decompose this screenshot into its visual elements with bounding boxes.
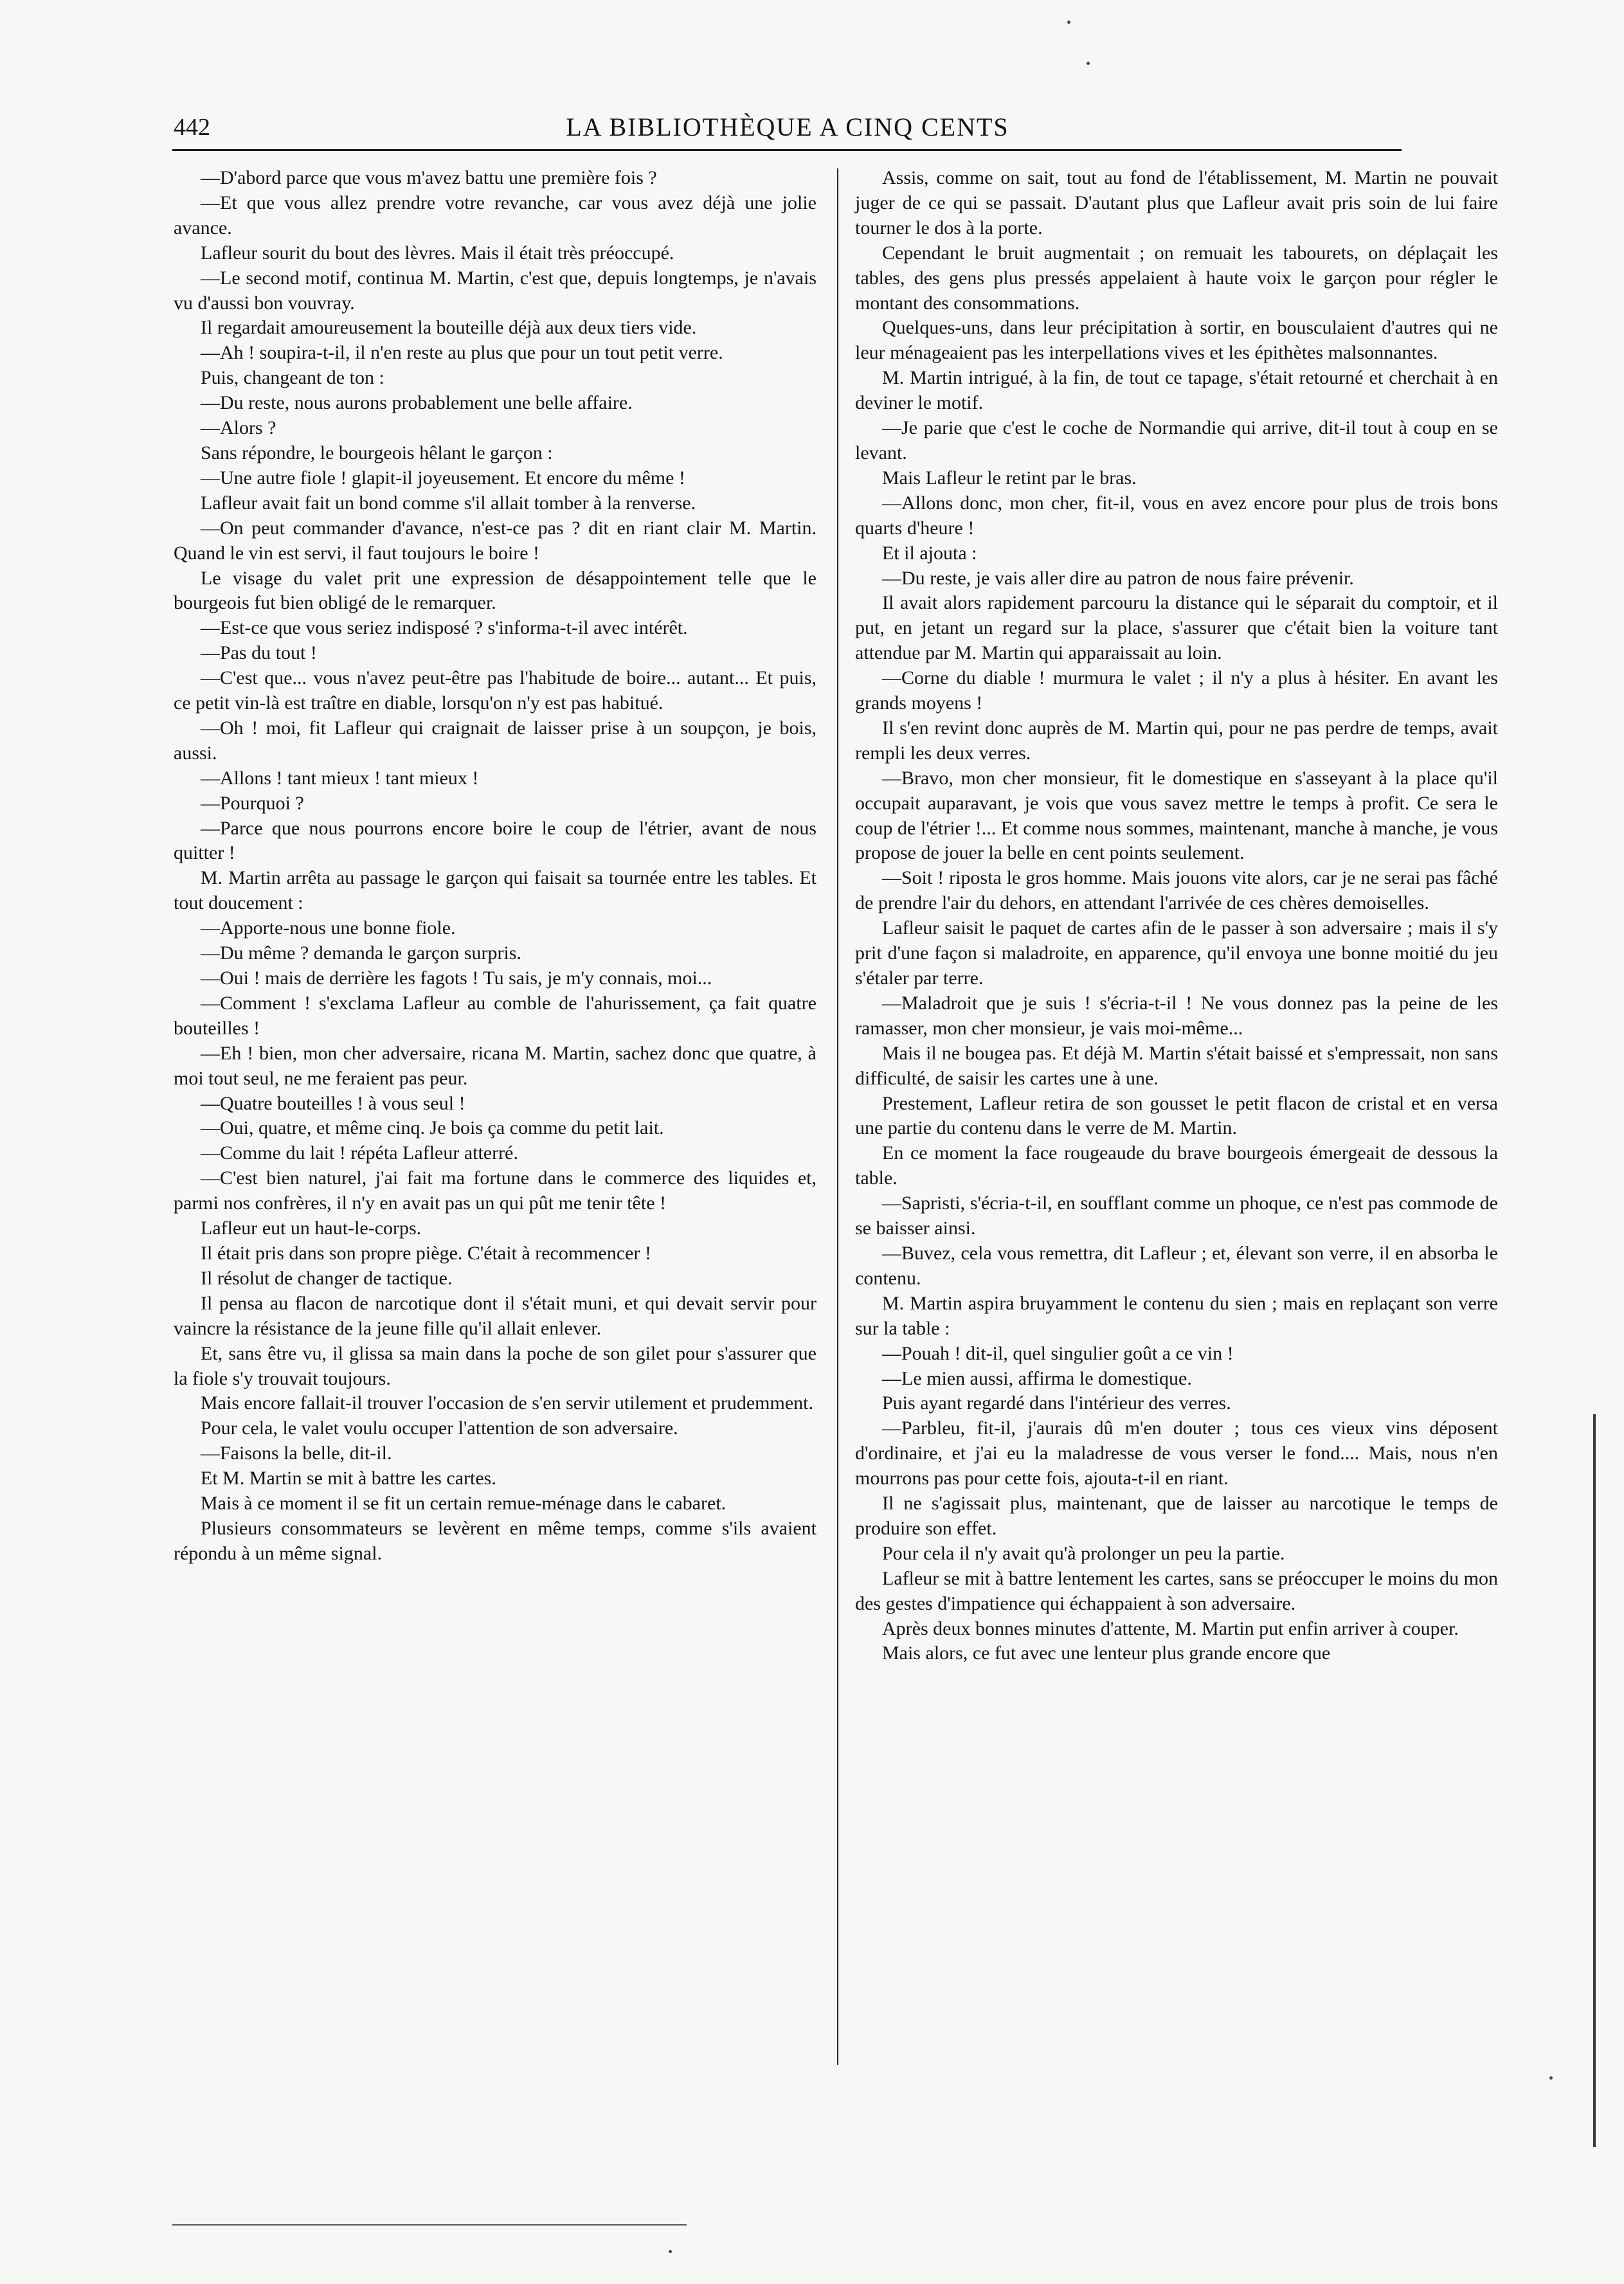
- paragraph: Il ne s'agissait plus, maintenant, que de laisser au narcotique le temps de produire son effet.: [855, 1493, 1498, 1539]
- paragraph: —C'est que... vous n'avez peut-être pas l'habitude de boire... autant... Et puis, ce petit vin-là est traître en diable, lorsqu'on n'y est pas habitué.: [174, 667, 817, 714]
- margin-rule: [1593, 1414, 1596, 2147]
- paragraph: Il s'en revint donc auprès de M. Martin qui, pour ne pas perdre de temps, avait rempli les deux verres.: [855, 717, 1498, 764]
- paragraph: Lafleur eut un haut-le-corps.: [201, 1218, 422, 1239]
- paragraph: Il regardait amoureusement la bouteille déjà aux deux tiers vide.: [201, 317, 697, 339]
- paragraph: —Du reste, nous aurons probablement une belle affaire.: [201, 392, 633, 414]
- paragraph: —Maladroit que je suis ! s'écria-t-il ! Ne vous donnez pas la peine de les ramasser, mon cher monsieur, je vais moi-même...: [855, 992, 1498, 1039]
- running-title: LA BIBLIOTHÈQUE A CINQ CENTS: [566, 112, 1009, 141]
- paragraph: Mais il ne bougea pas. Et déjà M. Martin s'était baissé et s'empressait, non sans difficulté, de saisir les cartes une à une.: [855, 1042, 1498, 1089]
- paragraph: En ce moment la face rougeaude du brave bourgeois émergeait de dessous la table.: [855, 1142, 1498, 1189]
- paragraph: Et M. Martin se mit à battre les cartes.: [201, 1468, 496, 1489]
- paragraph: Mais alors, ce fut avec une lenteur plus grande encore que: [882, 1642, 1331, 1664]
- paragraph: Plusieurs consommateurs se levèrent en même temps, comme s'ils avaient répondu à un même signal.: [174, 1517, 817, 1564]
- paragraph: Après deux bonnes minutes d'attente, M. Martin put enfin arriver à couper.: [882, 1617, 1459, 1639]
- paragraph: —Pouah ! dit-il, quel singulier goût a ce vin !: [882, 1342, 1234, 1364]
- paragraph: Puis, changeant de ton :: [201, 367, 384, 389]
- paragraph: —Sapristi, s'écria-t-il, en soufflant comme un phoque, ce n'est pas commode de se baisser ainsi.: [855, 1192, 1498, 1239]
- paragraph: —Oui ! mais de derrière les fagots ! Tu sais, je m'y connais, moi...: [201, 967, 712, 989]
- paragraph: —Et que vous allez prendre votre revanche, car vous avez déjà une jolie avance.: [174, 192, 817, 238]
- paragraph: Pour cela, le valet voulu occuper l'attention de son adversaire.: [201, 1417, 678, 1439]
- paragraph: Quelques-uns, dans leur précipitation à sortir, en bousculaient d'autres qui ne leur ménageaient pas les interpellations vives et les épithètes malsonnantes.: [855, 317, 1498, 364]
- paragraph: Lafleur saisit le paquet de cartes afin de le passer à son adversaire ; mais il s'y prit d'une façon si maladroite, en apparence, qu'il envoya une bonne moitié du jeu s'étaler par terre.: [855, 917, 1498, 989]
- paragraph: Lafleur se mit à battre lentement les cartes, sans se préoccuper le moins du mon des gestes d'impatience qui échappaient à son adversaire.: [855, 1567, 1498, 1614]
- header-rule: [172, 149, 1402, 151]
- page-header: [174, 109, 1402, 148]
- paragraph: —Apporte-nous une bonne fiole.: [201, 917, 456, 939]
- paragraph: —Une autre fiole ! glapit-il joyeusement. Et encore du même !: [201, 467, 685, 489]
- print-speck: [1087, 62, 1090, 65]
- paragraph: —Pourquoi ?: [201, 792, 304, 814]
- print-speck: [1067, 21, 1070, 24]
- page-number: 442: [174, 114, 210, 141]
- paragraph: —Soit ! riposta le gros homme. Mais jouons vite alors, car je ne serai pas fâché de prendre l'air du dehors, en attendant l'arrivée de ces chères demoiselles.: [855, 867, 1498, 914]
- paragraph: —Allons donc, mon cher, fit-il, vous en avez encore pour plus de trois bons quarts d'heure !: [855, 492, 1498, 539]
- paragraph: Il pensa au flacon de narcotique dont il s'était muni, et qui devait servir pour vaincre la résistance de la jeune fille qu'il allait enlever.: [174, 1292, 817, 1339]
- paragraph: Puis ayant regardé dans l'intérieur des verres.: [882, 1392, 1231, 1414]
- paragraph: —Du reste, je vais aller dire au patron de nous faire prévenir.: [882, 567, 1354, 589]
- paragraph: —Le second motif, continua M. Martin, c'est que, depuis longtemps, je n'avais vu d'aussi bon vouvray.: [174, 267, 817, 314]
- paragraph: Le visage du valet prit une expression de désappointement telle que le bourgeois fut bien obligé de le remarquer.: [174, 567, 817, 614]
- paragraph: Lafleur sourit du bout des lèvres. Mais il était très préoccupé.: [201, 242, 674, 264]
- paragraph: —On peut commander d'avance, n'est-ce pas ? dit en riant clair M. Martin. Quand le vin est servi, il faut toujours le boire !: [174, 517, 817, 564]
- paragraph: —D'abord parce que vous m'avez battu une première fois ?: [201, 167, 657, 188]
- paragraph: —Parce que nous pourrons encore boire le coup de l'étrier, avant de nous quitter !: [174, 817, 817, 864]
- print-speck: [669, 2250, 672, 2253]
- paragraph: M. Martin intrigué, à la fin, de tout ce tapage, s'était retourné et cherchait à en deviner le motif.: [855, 367, 1498, 414]
- paragraph: —Comment ! s'exclama Lafleur au comble de l'ahurissement, ça fait quatre bouteilles !: [174, 992, 817, 1039]
- bottom-rule: [172, 2224, 687, 2226]
- paragraph: —Je parie que c'est le coche de Normandie qui arrive, dit-il tout à coup en se levant.: [855, 417, 1498, 463]
- paragraph: —Bravo, mon cher monsieur, fit le domestique en s'asseyant à la place qu'il occupait auparavant, je vois que vous savez mettre le temps à profit. Ce sera le coup de l'étrier !... Et comme nous sommes, maintenant, manche à manche, je vous propose de jouer la belle en cent points seulement.: [855, 767, 1498, 864]
- paragraph: Sans répondre, le bourgeois hêlant le garçon :: [201, 442, 553, 463]
- paragraph: —Corne du diable ! murmura le valet ; il n'y a plus à hésiter. En avant les grands moyens !: [855, 667, 1498, 714]
- paragraph: M. Martin arrêta au passage le garçon qui faisait sa tournée entre les tables. Et tout doucement :: [174, 867, 817, 914]
- paragraph: —Faisons la belle, dit-il.: [201, 1443, 392, 1464]
- left-column: [174, 166, 817, 1567]
- paragraph: —Buvez, cela vous remettra, dit Lafleur ; et, élevant son verre, il en absorba le contenu.: [855, 1242, 1498, 1289]
- paragraph: Et il ajouta :: [882, 542, 977, 564]
- paragraph: —C'est bien naturel, j'ai fait ma fortune dans le commerce des liquides et, parmi nos confrères, il n'y en avait pas un qui pût me tenir tête !: [174, 1167, 817, 1214]
- paragraph: —Parbleu, fit-il, j'aurais dû m'en douter ; tous ces vieux vins déposent d'ordinaire, et j'ai eu la maladresse de vous verser le fond.... Mais, nous n'en mourrons pas pour cette fois, ajouta-t-il en riant.: [855, 1417, 1498, 1489]
- paragraph: —Quatre bouteilles ! à vous seul !: [201, 1092, 465, 1114]
- paragraph: —Eh ! bien, mon cher adversaire, ricana M. Martin, sachez donc que quatre, à moi tout seul, ne me feraient pas peur.: [174, 1042, 817, 1089]
- paragraph: —Pas du tout !: [201, 642, 317, 664]
- paragraph: Il résolut de changer de tactique.: [201, 1267, 453, 1289]
- paragraph: Il avait alors rapidement parcouru la distance qui le séparait du comptoir, et il put, en jetant un regard sur la place, s'assurer que c'était bien la voiture tant attendue par M. Martin qui apparaissait au loin.: [855, 592, 1498, 664]
- paragraph: Prestement, Lafleur retira de son gousset le petit flacon de cristal et en versa une partie du contenu dans le verre de M. Martin.: [855, 1092, 1498, 1139]
- paragraph: Mais encore fallait-il trouver l'occasion de s'en servir utilement et prudemment.: [201, 1392, 813, 1414]
- paragraph: —Ah ! soupira-t-il, il n'en reste au plus que pour un tout petit verre.: [201, 342, 723, 364]
- paragraph: Il était pris dans son propre piège. C'était à recommencer !: [201, 1242, 651, 1264]
- paragraph: Cependant le bruit augmentait ; on remuait les tabourets, on déplaçait les tables, des gens plus pressés appelaient à haute voix le garçon pour régler le montant des consommations.: [855, 242, 1498, 314]
- paragraph: Mais à ce moment il se fit un certain remue-ménage dans le cabaret.: [201, 1493, 726, 1515]
- paragraph: —Comme du lait ! répéta Lafleur atterré.: [201, 1142, 518, 1164]
- paragraph: —Oh ! moi, fit Lafleur qui craignait de laisser prise à un soupçon, je bois, aussi.: [174, 717, 817, 764]
- paragraph: —Le mien aussi, affirma le domestique.: [882, 1367, 1192, 1389]
- paragraph: M. Martin aspira bruyamment le contenu du sien ; mais en replaçant son verre sur la table :: [855, 1292, 1498, 1339]
- paragraph: —Est-ce que vous seriez indisposé ? s'informa-t-il avec intérêt.: [201, 617, 688, 639]
- paragraph: Assis, comme on sait, tout au fond de l'établissement, M. Martin ne pouvait juger de ce qui se passait. D'autant plus que Lafleur avait pris soin de lui faire tourner le dos à la porte.: [855, 167, 1498, 238]
- paragraph: —Alors ?: [201, 417, 276, 439]
- paragraph: Et, sans être vu, il glissa sa main dans la poche de son gilet pour s'assurer que la fiole s'y trouvait toujours.: [174, 1342, 817, 1389]
- paragraph: —Du même ? demanda le garçon surpris.: [201, 942, 521, 964]
- right-column: [855, 166, 1498, 1666]
- paragraph: —Allons ! tant mieux ! tant mieux !: [201, 767, 479, 789]
- print-speck: [1549, 2076, 1553, 2080]
- column-divider: [837, 168, 838, 2065]
- paragraph: Lafleur avait fait un bond comme s'il allait tomber à la renverse.: [201, 492, 696, 514]
- paragraph: —Oui, quatre, et même cinq. Je bois ça comme du petit lait.: [201, 1117, 664, 1139]
- paragraph: Pour cela il n'y avait qu'à prolonger un peu la partie.: [882, 1542, 1285, 1564]
- paragraph: Mais Lafleur le retint par le bras.: [882, 467, 1137, 489]
